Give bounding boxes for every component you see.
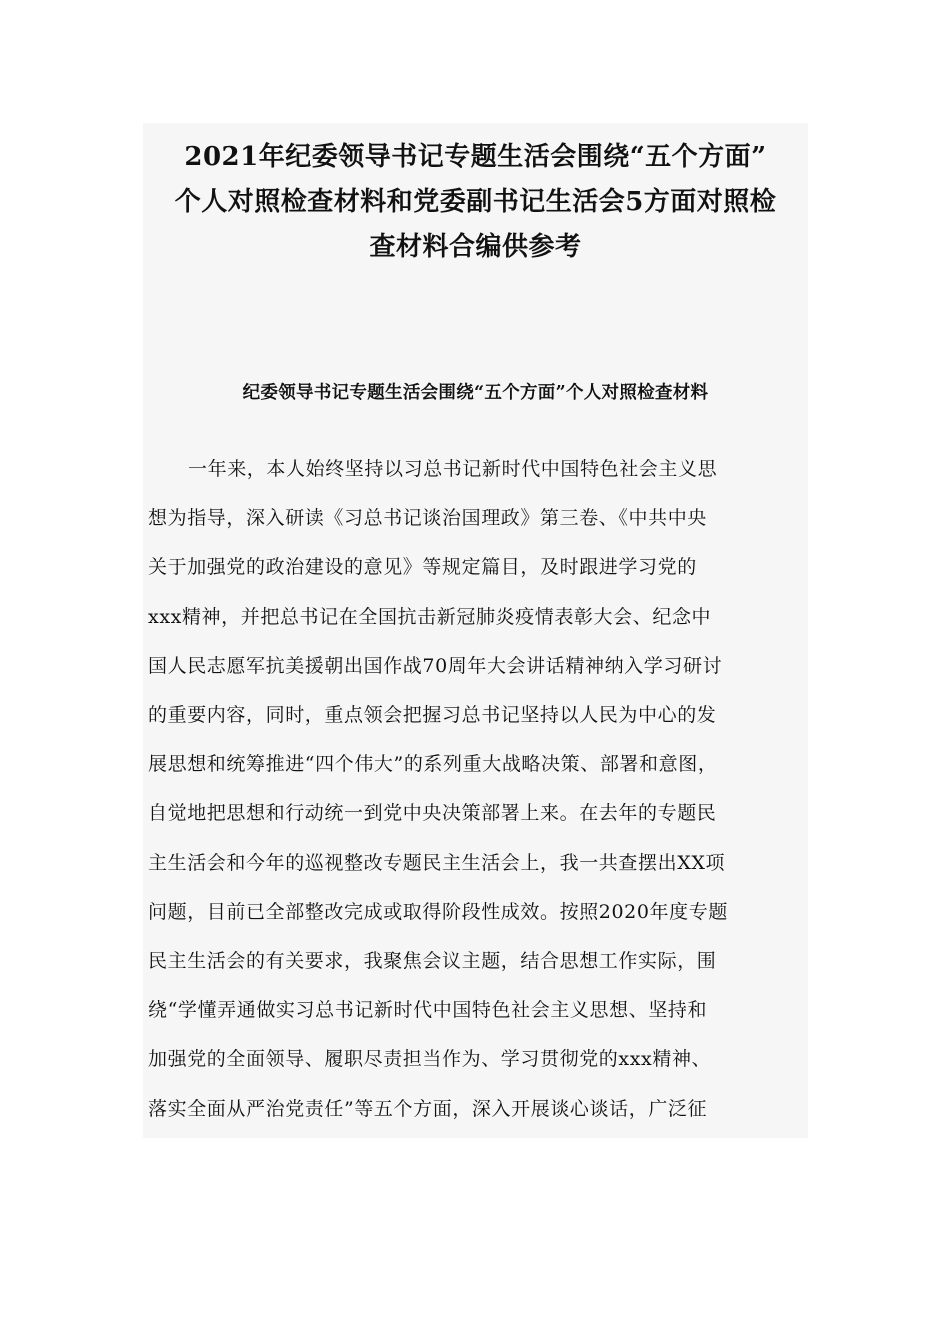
paragraph-line: 国人民志愿军抗美援朝出国作战70周年大会讲话精神纳入学习研讨 [148, 654, 723, 677]
paragraph-line: 的重要内容，同时，重点领会把握习总书记坚持以人民为中心的发 [148, 704, 717, 727]
document-title-line: 查材料合编供参考 [369, 232, 582, 262]
paragraph-line: 主生活会和今年的巡视整改专题民主生活会上，我一共查摆出XX项 [148, 851, 726, 874]
paragraph-line: xxx精神，并把总书记在全国抗击新冠肺炎疫情表彰大会、纪念中 [148, 605, 712, 628]
section-heading: 纪委领导书记专题生活会围绕“五个方面”个人对照检查材料 [242, 383, 709, 403]
paragraph-line: 一年来，本人始终坚持以习总书记新时代中国特色社会主义思 [188, 458, 718, 480]
paragraph-line: 民主生活会的有关要求，我聚焦会议主题，结合思想工作实际，围 [148, 950, 717, 973]
paragraph-line: 自觉地把思想和行动统一到党中央决策部署上来。在去年的专题民 [148, 802, 717, 825]
paragraph-line: 落实全面从严治党责任”等五个方面，深入开展谈心谈话，广泛征 [148, 1097, 708, 1120]
paragraph-line: 问题，目前已全部整改完成或取得阶段性成效。按照2020年度专题 [148, 900, 728, 923]
paragraph-line: 加强党的全面领导、履职尽责担当作为、学习贯彻党的xxx精神、 [148, 1048, 712, 1071]
paragraph-line: 想为指导，深入研读《习总书记谈治国理政》第三卷、《中共中央 [148, 507, 707, 530]
paragraph-line: 关于加强党的政治建设的意见》等规定篇目，及时跟进学习党的 [148, 556, 697, 579]
document-title-line: 个人对照检查材料和党委副书记生活会5方面对照检 [174, 187, 777, 217]
document-title [143, 135, 808, 270]
document-title-line: 2021年纪委领导书记专题生活会围绕“五个方面” [184, 142, 767, 172]
paragraph-line: 绕“学懂弄通做实习总书记新时代中国特色社会主义思想、坚持和 [148, 999, 708, 1022]
paragraph-line: 展思想和统筹推进“四个伟大”的系列重大战略决策、部署和意图， [148, 753, 718, 776]
body-paragraph [148, 445, 808, 1134]
document-page [143, 123, 808, 1138]
